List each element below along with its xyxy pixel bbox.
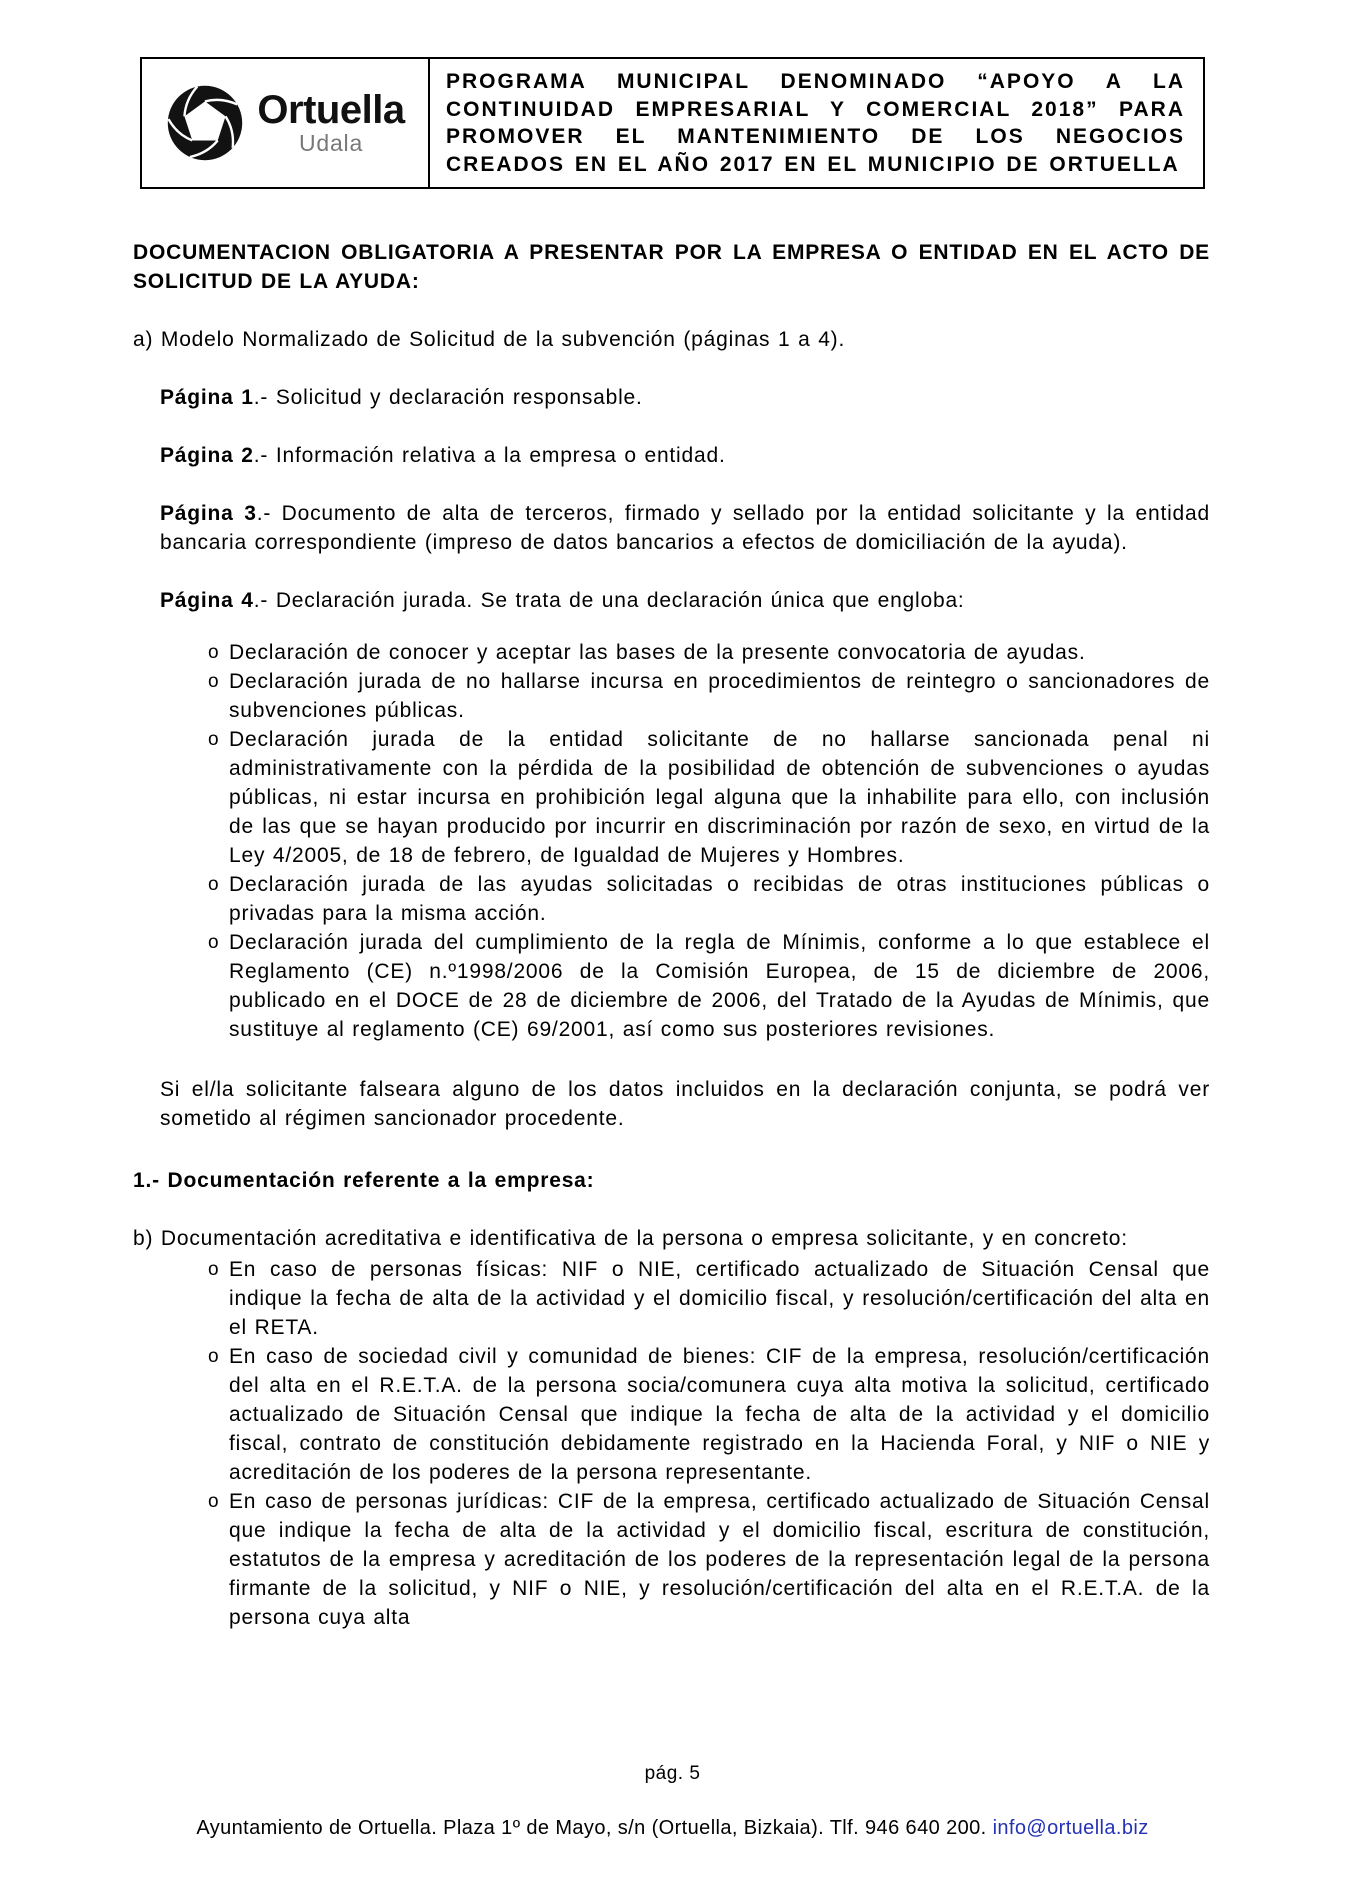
declaration-bullet-5: Declaración jurada del cumplimiento de la regla de Mínimis, conforme a lo que establece el Reglamento (CE) n.º1998/2006 de la Comisión Europea, de 15 de diciembre de 2006, publicado en el DOCE de 28 de diciembre de 2006, del Tratado de la Ayudas de Mínimis, que sustituye al reglamento (CE) 69/2001, así como sus posteriores revisiones.	[229, 931, 1210, 1041]
footer-email-link[interactable]: info@ortuella.biz	[992, 1817, 1149, 1839]
bullet-icon: o	[208, 729, 220, 750]
paragraph-item-b: b) Documentación acreditativa e identificativa de la persona o empresa solicitante, y en concreto:	[133, 1227, 1128, 1250]
paragraph-pagina-4	[160, 586, 1210, 615]
page-number: pág. 5	[644, 1763, 701, 1784]
list-item	[133, 725, 1210, 870]
company-bullet-2: En caso de sociedad civil y comunidad de bienes: CIF de la empresa, resolución/certificación del alta en el R.E.T.A. de la persona socia/comunera cuya alta motiva la solicitud, certificado actualizado de Situación Censal que indique la fecha de alta de la actividad y el domicilio fiscal, contrato de constitución debidamente registrado en la Hacienda Foral, y NIF o NIE y acreditación de los poderes de la persona representante.	[229, 1345, 1210, 1484]
bullet-icon: o	[208, 1491, 220, 1512]
paragraph-pagina-1	[160, 383, 1210, 412]
logo-cell	[142, 59, 430, 187]
paragraph-pagina-2	[160, 441, 1210, 470]
list-item	[133, 928, 1210, 1044]
bullet-icon: o	[208, 874, 220, 895]
declaration-bullet-3: Declaración jurada de la entidad solicitante de no hallarse sancionada penal ni administrativamente con la pérdida de la posibilidad de obtención de subvenciones o ayudas públicas, ni estar incursa en prohibición legal alguna que la inhabilite para ello, con inclusión de las que se hayan producido por incurrir en discriminación por razón de sexo, en virtud de la Ley 4/2005, de 18 de febrero, de Igualdad de Mujeres y Hombres.	[229, 728, 1210, 867]
bullet-icon: o	[208, 671, 220, 692]
document-title: PROGRAMA MUNICIPAL DENOMINADO “APOYO A LA CONTINUIDAD EMPRESARIAL Y COMERCIAL 2018” PARA PROMOVER EL MANTENIMIENTO DE LOS NEGOCIOS CREADOS EN EL AÑO 2017 EN EL MUNICIPIO DE ORTUELLA	[446, 70, 1185, 176]
bullet-icon: o	[208, 932, 220, 953]
bullet-icon: o	[208, 1346, 220, 1367]
paragraph-item-a: a) Modelo Normalizado de Solicitud de la subvención (páginas 1 a 4).	[133, 328, 846, 351]
company-bullet-3: En caso de personas jurídicas: CIF de la empresa, certificado actualizado de Situación Censal que indique la fecha de alta de la actividad y el domicilio fiscal, escritura de constitución, estatutos de la empresa y acreditación de los poderes de la representación legal de la persona firmante de la solicitud, y NIF o NIE, y resolución/certificación del alta en el R.E.T.A. de la persona cuya alta	[229, 1490, 1210, 1629]
pagina-4-label: Página 4	[160, 589, 254, 612]
pagina-3-label: Página 3	[160, 502, 257, 525]
pagina-3-text: .- Documento de alta de terceros, firmado y sellado por la entidad solicitante y la entidad bancaria correspondiente (impreso de datos bancarios a efectos de domiciliación de la ayuda).	[160, 502, 1210, 554]
logo-subtitle: Udala	[298, 130, 364, 157]
logo-name: Ortuella	[257, 88, 405, 133]
list-item	[133, 1342, 1210, 1487]
company-bullet-list	[133, 1255, 1210, 1632]
declaration-bullet-list	[133, 638, 1210, 1044]
header-title-cell	[430, 59, 1203, 187]
paragraph-pagina-3	[160, 499, 1210, 557]
list-item	[133, 1255, 1210, 1342]
list-item	[133, 870, 1210, 928]
ortuella-aperture-logo-icon	[165, 83, 245, 163]
main-heading: DOCUMENTACION OBLIGATORIA A PRESENTAR POR LA EMPRESA O ENTIDAD EN EL ACTO DE SOLICITUD DE LA AYUDA:	[133, 241, 1210, 293]
header-table	[140, 57, 1205, 189]
pagina-4-text: .- Declaración jurada. Se trata de una declaración única que engloba:	[253, 589, 965, 612]
section-1-heading: 1.- Documentación referente a la empresa:	[133, 1169, 595, 1192]
footer-address: Ayuntamiento de Ortuella. Plaza 1º de Mayo, s/n (Ortuella, Bizkaia). Tlf. 946 640 200.	[196, 1817, 993, 1839]
warning-paragraph: Si el/la solicitante falseara alguno de los datos incluidos en la declaración conjunta, se podrá ver sometido al régimen sancionador procedente.	[160, 1078, 1210, 1130]
list-item	[133, 638, 1210, 667]
declaration-bullet-2: Declaración jurada de no hallarse incursa en procedimientos de reintegro o sancionadores de subvenciones públicas.	[229, 670, 1210, 722]
company-bullet-1: En caso de personas físicas: NIF o NIE, certificado actualizado de Situación Censal que indique la fecha de alta de la actividad y el domicilio fiscal, y resolución/certificación del alta en el RETA.	[229, 1258, 1210, 1339]
declaration-bullet-4: Declaración jurada de las ayudas solicitadas o recibidas de otras instituciones públicas o privadas para la misma acción.	[229, 873, 1210, 925]
list-item	[133, 1487, 1210, 1632]
footer	[0, 1817, 1345, 1840]
pagina-1-label: Página 1	[160, 386, 254, 409]
pagina-1-text: .- Solicitud y declaración responsable.	[253, 386, 643, 409]
pagina-2-text: .- Información relativa a la empresa o entidad.	[253, 444, 726, 467]
bullet-icon: o	[208, 642, 220, 663]
bullet-icon: o	[208, 1259, 220, 1280]
list-item	[133, 667, 1210, 725]
declaration-bullet-1: Declaración de conocer y aceptar las bases de la presente convocatoria de ayudas.	[229, 641, 1086, 664]
pagina-2-label: Página 2	[160, 444, 254, 467]
